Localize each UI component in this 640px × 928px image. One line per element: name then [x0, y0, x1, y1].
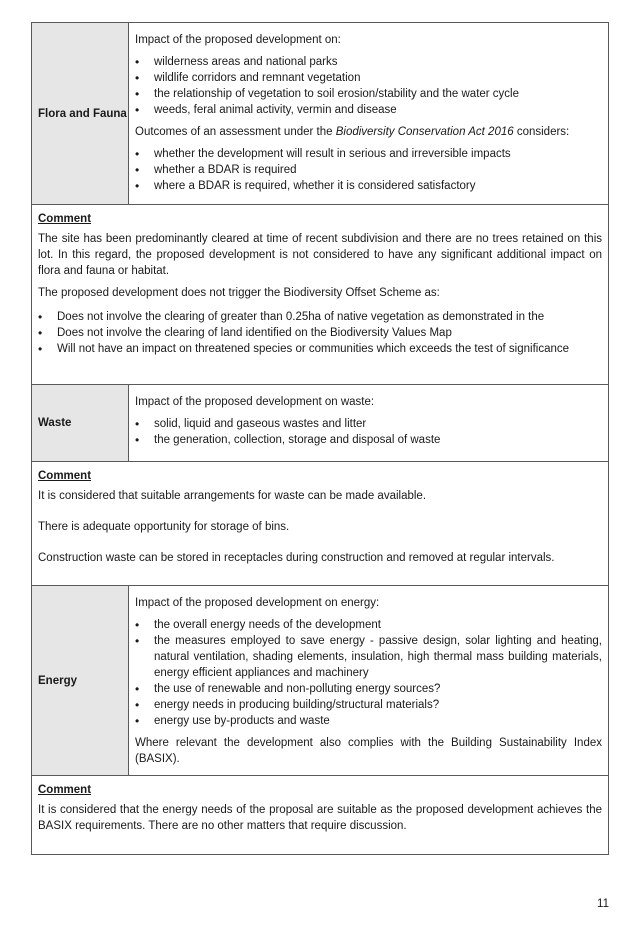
comment-paragraph: The site has been predominantly cleared at time of recent subdivision and there are no trees retained on this lot. In this regard, the proposed development is not considered to have any significant additional impact on flora and fauna or habitat. — [38, 233, 602, 277]
energy-comment — [32, 776, 608, 854]
energy-comment-row — [32, 776, 608, 854]
list-item: • Does not involve the clearing of greater than 0.25ha of native vegetation as demonstrated in the — [38, 309, 602, 325]
list-item: • Does not involve the clearing of land identified on the Biodiversity Values Map — [38, 325, 602, 341]
flora-label: Flora and Fauna — [32, 23, 129, 204]
flora-content — [129, 23, 608, 204]
comment-paragraph: The proposed development does not trigger the Biodiversity Offset Scheme as: — [38, 287, 440, 299]
list-item: • the use of renewable and non-polluting energy sources? — [135, 681, 602, 697]
energy-intro: Impact of the proposed development on energy: — [135, 597, 380, 609]
energy-row — [32, 586, 608, 776]
list-item: • Will not have an impact on threatened species or communities which exceeds the test of significance — [38, 341, 602, 357]
flora-intro: Impact of the proposed development on: — [135, 34, 341, 46]
comment-paragraph: There is adequate opportunity for storage of bins. — [38, 521, 290, 533]
comment-heading: Comment — [38, 470, 92, 482]
flora-outcomes-intro — [135, 124, 602, 140]
comment-paragraph: Construction waste can be stored in receptacles during construction and removed at regular intervals. — [38, 552, 555, 564]
list-item: • wildlife corridors and remnant vegetation — [135, 70, 602, 86]
list-item: • the relationship of vegetation to soil erosion/stability and the water cycle — [135, 86, 602, 102]
flora-comment — [32, 205, 608, 384]
list-item: • whether the development will result in serious and irreversible impacts — [135, 146, 602, 162]
list-item: • the generation, collection, storage and disposal of waste — [135, 432, 602, 448]
flora-outcomes-list — [135, 146, 602, 194]
flora-row — [32, 23, 608, 205]
list-item: • solid, liquid and gaseous wastes and litter — [135, 416, 602, 432]
list-item: • whether a BDAR is required — [135, 162, 602, 178]
energy-list — [135, 617, 602, 729]
waste-comment — [32, 462, 608, 585]
comment-paragraph: It is considered that suitable arrangements for waste can be made available. — [38, 490, 427, 502]
outcomes-prefix: Outcomes of an assessment under the — [135, 126, 336, 138]
comment-heading: Comment — [38, 784, 92, 796]
assessment-table — [31, 22, 609, 855]
list-item: • wilderness areas and national parks — [135, 54, 602, 70]
list-item: • energy use by-products and waste — [135, 713, 602, 729]
outcomes-suffix: considers: — [513, 126, 570, 138]
list-item: • weeds, feral animal activity, vermin and disease — [135, 102, 602, 118]
list-item: • energy needs in producing building/structural materials? — [135, 697, 602, 713]
flora-list — [135, 54, 602, 118]
energy-basix: Where relevant the development also complies with the Building Sustainability Index (BASIX). — [135, 737, 602, 765]
waste-content — [129, 385, 608, 461]
flora-comment-list — [38, 309, 602, 357]
waste-row — [32, 385, 608, 462]
flora-comment-row — [32, 205, 608, 385]
act-title: Biodiversity Conservation Act 2016 — [335, 126, 514, 138]
comment-paragraph: It is considered that the energy needs of the proposal are suitable as the proposed development achieves the BASIX requirements. There are no other matters that require discussion. — [38, 804, 602, 832]
waste-list — [135, 416, 602, 448]
list-item: • where a BDAR is required, whether it is considered satisfactory — [135, 178, 602, 194]
comment-heading: Comment — [38, 213, 92, 225]
energy-label: Energy — [32, 586, 129, 775]
waste-comment-row — [32, 462, 608, 586]
energy-content — [129, 586, 608, 775]
waste-label: Waste — [32, 385, 129, 461]
page-number: 11 — [597, 898, 609, 910]
waste-intro: Impact of the proposed development on waste: — [135, 396, 375, 408]
list-item: • the measures employed to save energy - passive design, solar lighting and heating, natural ventilation, shading elements, insulation, high thermal mass building materials, energy efficient appliances and machinery — [135, 633, 602, 681]
list-item: • the overall energy needs of the development — [135, 617, 602, 633]
